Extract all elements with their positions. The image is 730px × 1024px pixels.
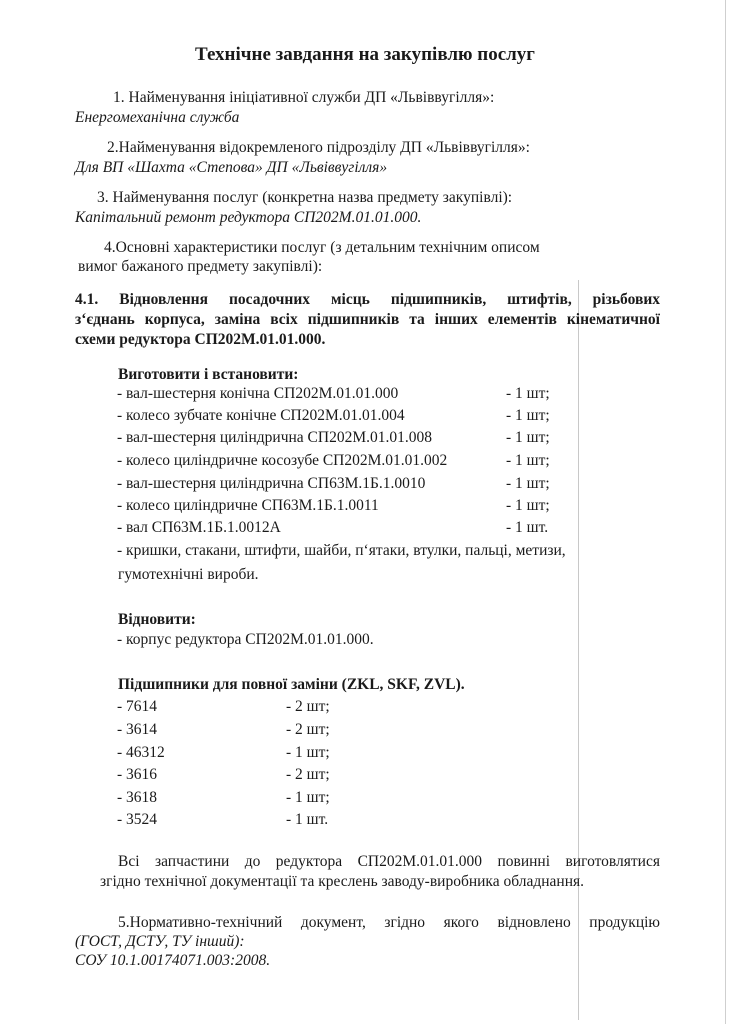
bearing-qty: - 2 шт;	[286, 698, 330, 715]
section2-value: Для ВП «Шахта «Степова» ДП «Львіввугілля»	[75, 159, 388, 176]
manufacture-item-qty: - 1 шт.	[506, 519, 549, 536]
manufacture-extra-line1: - кришки, стакани, штифти, шайби, п‘ятаки, втулки, пальці, метизи,	[117, 542, 566, 559]
bearing-code: - 7614	[117, 698, 158, 715]
scan-edge	[725, 0, 726, 1024]
section4-heading-line1: 4.Основні характеристики послуг (з детальним технічним описом	[104, 239, 540, 256]
bearing-code: - 46312	[117, 744, 165, 761]
manufacture-item-qty: - 1 шт;	[506, 497, 550, 514]
section5-line1: 5.Нормативно-технічний документ, згідно якого відновлено продукцію	[118, 914, 660, 931]
manufacture-item-name: - колесо циліндричне СП63М.1Б.1.0011	[117, 497, 379, 514]
section1-heading: 1. Найменування ініціативної служби ДП «Львіввугілля»:	[113, 89, 495, 106]
section5-value: СОУ 10.1.00174071.003:2008.	[75, 952, 271, 969]
bearing-code: - 3524	[117, 811, 158, 828]
manufacture-heading: Виготовити і встановити:	[118, 366, 299, 383]
bearing-code: - 3618	[117, 789, 158, 806]
section4-heading-line2: вимог бажаного предмету закупівлі):	[78, 258, 323, 275]
bearing-qty: - 1 шт;	[286, 744, 330, 761]
section2-heading: 2.Найменування відокремленого підрозділу ДП «Львіввугілля»:	[107, 139, 530, 156]
manufacture-extra-line2: гумотехнічні вироби.	[118, 566, 259, 583]
manufacture-item-qty: - 1 шт;	[506, 385, 550, 402]
section41-line1: 4.1. Відновлення посадочних місць підшипників, штифтів, різьбових	[75, 291, 660, 308]
manufacture-item-qty: - 1 шт;	[506, 407, 550, 424]
section41-line2: з‘єднань корпуса, заміна всіх підшипників та інших елементів кінематичної	[75, 311, 660, 328]
manufacture-item-qty: - 1 шт;	[506, 452, 550, 469]
section41-line3: схеми редуктора СП202М.01.01.000.	[75, 331, 326, 348]
bearing-qty: - 1 шт.	[286, 811, 329, 828]
manufacture-item-name: - колесо циліндричне косозубе СП202М.01.01.002	[117, 452, 448, 469]
bearing-code: - 3614	[117, 721, 158, 738]
restore-item: - корпус редуктора СП202М.01.01.000.	[117, 631, 374, 648]
section3-value: Капітальний ремонт редуктора СП202М.01.01.000.	[75, 209, 422, 226]
bearing-qty: - 1 шт;	[286, 789, 330, 806]
spare-parts-line2: згідно технічної документації та креслень заводу-виробника обладнання.	[100, 873, 584, 890]
manufacture-item-name: - вал-шестерня конічна СП202М.01.01.000	[117, 385, 399, 402]
manufacture-item-name: - вал-шестерня циліндрична СП202М.01.01.008	[117, 429, 432, 446]
restore-heading: Відновити:	[118, 611, 196, 628]
section5-line2: (ГОСТ, ДСТУ, ТУ інший):	[75, 933, 245, 950]
manufacture-item-name: - колесо зубчате конічне СП202М.01.01.004	[117, 407, 405, 424]
manufacture-item-name: - вал-шестерня циліндрична СП63М.1Б.1.0010	[117, 475, 426, 492]
bearing-qty: - 2 шт;	[286, 766, 330, 783]
manufacture-item-name: - вал СП63М.1Б.1.0012А	[117, 519, 281, 536]
section1-value: Енергомеханічна служба	[75, 109, 240, 126]
bearing-code: - 3616	[117, 766, 158, 783]
section3-heading: 3. Найменування послуг (конкретна назва предмету закупівлі):	[97, 189, 513, 206]
manufacture-item-qty: - 1 шт;	[506, 475, 550, 492]
scan-fold-line	[578, 280, 579, 1020]
manufacture-item-qty: - 1 шт;	[506, 429, 550, 446]
document-title: Технічне завдання на закупівлю послуг	[195, 44, 535, 65]
spare-parts-line1: Всі запчастини до редуктора СП202М.01.01.000 повинні виготовлятися	[118, 853, 660, 870]
bearings-heading: Підшипники для повної заміни (ZKL, SKF, ZVL).	[118, 676, 465, 693]
bearing-qty: - 2 шт;	[286, 721, 330, 738]
